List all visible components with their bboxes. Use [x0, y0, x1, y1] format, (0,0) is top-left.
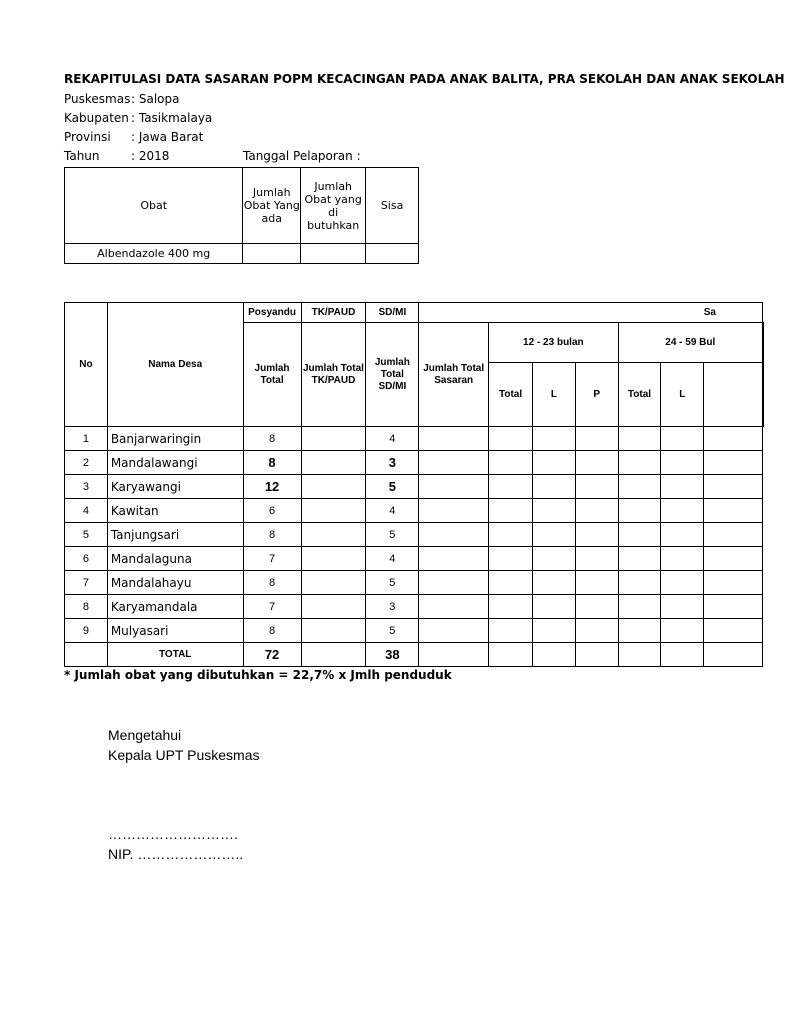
- group-posyandu: Posyandu: [243, 303, 301, 323]
- tanggal-pelaporan-label: Tanggal Pelaporan :: [243, 149, 361, 163]
- row-empty-cell: [489, 571, 533, 595]
- row-empty-cell: [704, 571, 763, 595]
- row-empty-cell: [704, 475, 763, 499]
- row-empty-cell: [661, 499, 704, 523]
- row-empty-cell: [419, 499, 489, 523]
- row-empty-cell: [532, 451, 575, 475]
- row-posyandu: 8: [243, 523, 301, 547]
- row-empty-cell: [575, 547, 618, 571]
- row-tkpaud: [301, 499, 366, 523]
- table-row: [65, 619, 764, 643]
- table-row: [65, 571, 764, 595]
- row-empty-cell: [618, 475, 661, 499]
- row-empty-cell: [661, 547, 704, 571]
- row-sdmi: 4: [366, 547, 419, 571]
- header-p-12-23: P: [575, 363, 618, 427]
- table-row: [65, 499, 764, 523]
- row-empty-cell: [489, 523, 533, 547]
- row-no: 5: [65, 523, 108, 547]
- tahun-value: : 2018: [131, 149, 170, 163]
- row-empty-cell: [489, 475, 533, 499]
- row-nama-desa: Banjarwaringin: [107, 427, 243, 451]
- signature-mengetahui: Mengetahui: [108, 727, 182, 743]
- row-empty-cell: [618, 427, 661, 451]
- signature-nip: NIP. …………………..: [108, 846, 244, 862]
- row-sdmi: 5: [366, 619, 419, 643]
- group-sasaran: Sa: [419, 303, 763, 323]
- header-total-12-23: Total: [489, 363, 533, 427]
- table-row: [65, 595, 764, 619]
- row-empty-cell: [661, 427, 704, 451]
- row-no: 4: [65, 499, 108, 523]
- row-sdmi: 5: [366, 571, 419, 595]
- row-empty-cell: [489, 499, 533, 523]
- row-no: 6: [65, 547, 108, 571]
- row-posyandu: 6: [243, 499, 301, 523]
- row-empty-cell: [704, 523, 763, 547]
- row-nama-desa: Karyamandala: [107, 595, 243, 619]
- header-no: No: [65, 303, 108, 427]
- header-jumlah-total: Jumlah Total: [243, 323, 301, 427]
- row-empty-cell: [575, 619, 618, 643]
- header-12-23-bulan: 12 - 23 bulan: [489, 323, 618, 363]
- row-empty-cell: [419, 595, 489, 619]
- header-24-59-bulan: 24 - 59 Bul: [618, 323, 762, 363]
- row-empty-cell: [489, 619, 533, 643]
- tahun-label: Tahun: [64, 149, 100, 163]
- row-empty-cell: [419, 475, 489, 499]
- header-sisa: Sisa: [366, 168, 419, 244]
- row-empty-cell: [704, 451, 763, 475]
- row-nama-desa: Mandalaguna: [107, 547, 243, 571]
- row-tkpaud: [301, 619, 366, 643]
- row-empty-cell: [704, 427, 763, 451]
- header-nama-desa: Nama Desa: [107, 303, 243, 427]
- row-empty-cell: [661, 475, 704, 499]
- row-no: 9: [65, 619, 108, 643]
- row-empty-cell: [532, 571, 575, 595]
- row-empty-cell: [661, 571, 704, 595]
- row-nama-desa: Mandalahayu: [107, 571, 243, 595]
- row-tkpaud: [301, 595, 366, 619]
- total-posyandu: 72: [243, 643, 301, 667]
- table-row: [65, 451, 764, 475]
- row-no: 2: [65, 451, 108, 475]
- header-total-24-59: Total: [618, 363, 661, 427]
- header-l-12-23: L: [532, 363, 575, 427]
- row-nama-desa: Kawitan: [107, 499, 243, 523]
- signature-dots: ……………………….: [108, 826, 238, 842]
- row-empty-cell: [575, 595, 618, 619]
- row-empty-cell: [419, 547, 489, 571]
- row-no: 7: [65, 571, 108, 595]
- header-obat: Obat: [65, 168, 243, 244]
- row-empty-cell: [419, 451, 489, 475]
- row-empty-cell: [704, 547, 763, 571]
- row-sdmi: 4: [366, 427, 419, 451]
- row-posyandu: 8: [243, 571, 301, 595]
- row-empty-cell: [489, 451, 533, 475]
- puskesmas-value: : Salopa: [131, 92, 180, 106]
- table-row: [65, 523, 764, 547]
- kabupaten-value: : Tasikmalaya: [131, 111, 213, 125]
- row-posyandu: 8: [243, 451, 301, 475]
- row-empty-cell: [575, 499, 618, 523]
- row-tkpaud: [301, 427, 366, 451]
- row-empty-cell: [575, 571, 618, 595]
- table-row: [65, 547, 764, 571]
- row-empty-cell: [618, 547, 661, 571]
- row-sdmi: 5: [366, 475, 419, 499]
- row-empty-cell: [618, 571, 661, 595]
- total-sdmi: 38: [366, 643, 419, 667]
- row-tkpaud: [301, 547, 366, 571]
- row-tkpaud: [301, 523, 366, 547]
- row-empty-cell: [532, 595, 575, 619]
- row-empty-cell: [575, 475, 618, 499]
- row-posyandu: 8: [243, 427, 301, 451]
- provinsi-label: Provinsi: [64, 130, 111, 144]
- header-jumlah-obat-ada: Jumlah Obat Yang ada: [243, 168, 301, 244]
- row-sdmi: 3: [366, 595, 419, 619]
- row-empty-cell: [661, 595, 704, 619]
- total-label: TOTAL: [107, 643, 243, 667]
- header-jumlah-total-tkpaud: Jumlah Total TK/PAUD: [301, 323, 366, 427]
- row-empty-cell: [661, 451, 704, 475]
- header-jumlah-obat-butuhkan: Jumlah Obat yang di butuhkan: [301, 168, 366, 244]
- group-tkpaud: TK/PAUD: [301, 303, 366, 323]
- puskesmas-label: Puskesmas: [64, 92, 131, 106]
- row-nama-desa: Tanjungsari: [107, 523, 243, 547]
- row-empty-cell: [489, 595, 533, 619]
- footnote: * Jumlah obat yang dibutuhkan = 22,7% x Jmlh penduduk: [64, 668, 452, 682]
- row-empty-cell: [419, 571, 489, 595]
- table-row: [65, 427, 764, 451]
- row-empty-cell: [575, 427, 618, 451]
- report-title: REKAPITULASI DATA SASARAN POPM KECACINGAN PADA ANAK BALITA, PRA SEKOLAH DAN ANAK SEKOLAH: [64, 72, 785, 86]
- row-nama-desa: Mulyasari: [107, 619, 243, 643]
- row-empty-cell: [618, 499, 661, 523]
- row-no: 1: [65, 427, 108, 451]
- provinsi-value: : Jawa Barat: [131, 130, 204, 144]
- row-no: 3: [65, 475, 108, 499]
- row-empty-cell: [618, 523, 661, 547]
- row-empty-cell: [575, 523, 618, 547]
- row-empty-cell: [489, 547, 533, 571]
- row-empty-cell: [618, 595, 661, 619]
- row-empty-cell: [704, 499, 763, 523]
- row-sdmi: 5: [366, 523, 419, 547]
- row-empty-cell: [618, 451, 661, 475]
- row-empty-cell: [618, 619, 661, 643]
- desa-table: [64, 302, 764, 667]
- row-empty-cell: [532, 523, 575, 547]
- row-posyandu: 8: [243, 619, 301, 643]
- row-posyandu: 7: [243, 595, 301, 619]
- row-empty-cell: [661, 619, 704, 643]
- row-empty-cell: [532, 547, 575, 571]
- total-tkpaud: [301, 643, 366, 667]
- row-empty-cell: [419, 619, 489, 643]
- row-empty-cell: [532, 499, 575, 523]
- row-empty-cell: [532, 475, 575, 499]
- signature-kepala: Kepala UPT Puskesmas: [108, 747, 260, 763]
- header-jumlah-total-sdmi: Jumlah Total SD/MI: [366, 323, 419, 427]
- row-sdmi: 3: [366, 451, 419, 475]
- header-jumlah-total-sasaran: Jumlah Total Sasaran: [419, 323, 489, 427]
- row-empty-cell: [532, 427, 575, 451]
- row-empty-cell: [704, 595, 763, 619]
- desa-rows: [65, 427, 764, 643]
- row-tkpaud: [301, 475, 366, 499]
- row-empty-cell: [419, 427, 489, 451]
- obat-name-cell: Albendazole 400 mg: [65, 244, 243, 264]
- row-empty-cell: [419, 523, 489, 547]
- row-posyandu: 12: [243, 475, 301, 499]
- row-empty-cell: [575, 451, 618, 475]
- row-nama-desa: Karyawangi: [107, 475, 243, 499]
- row-empty-cell: [532, 619, 575, 643]
- table-row: [65, 475, 764, 499]
- header-l-24-59: L: [661, 363, 704, 427]
- group-sdmi: SD/MI: [366, 303, 419, 323]
- row-empty-cell: [489, 427, 533, 451]
- row-tkpaud: [301, 451, 366, 475]
- row-posyandu: 7: [243, 547, 301, 571]
- row-sdmi: 4: [366, 499, 419, 523]
- row-no: 8: [65, 595, 108, 619]
- row-empty-cell: [661, 523, 704, 547]
- row-nama-desa: Mandalawangi: [107, 451, 243, 475]
- kabupaten-label: Kabupaten: [64, 111, 129, 125]
- row-empty-cell: [704, 619, 763, 643]
- row-tkpaud: [301, 571, 366, 595]
